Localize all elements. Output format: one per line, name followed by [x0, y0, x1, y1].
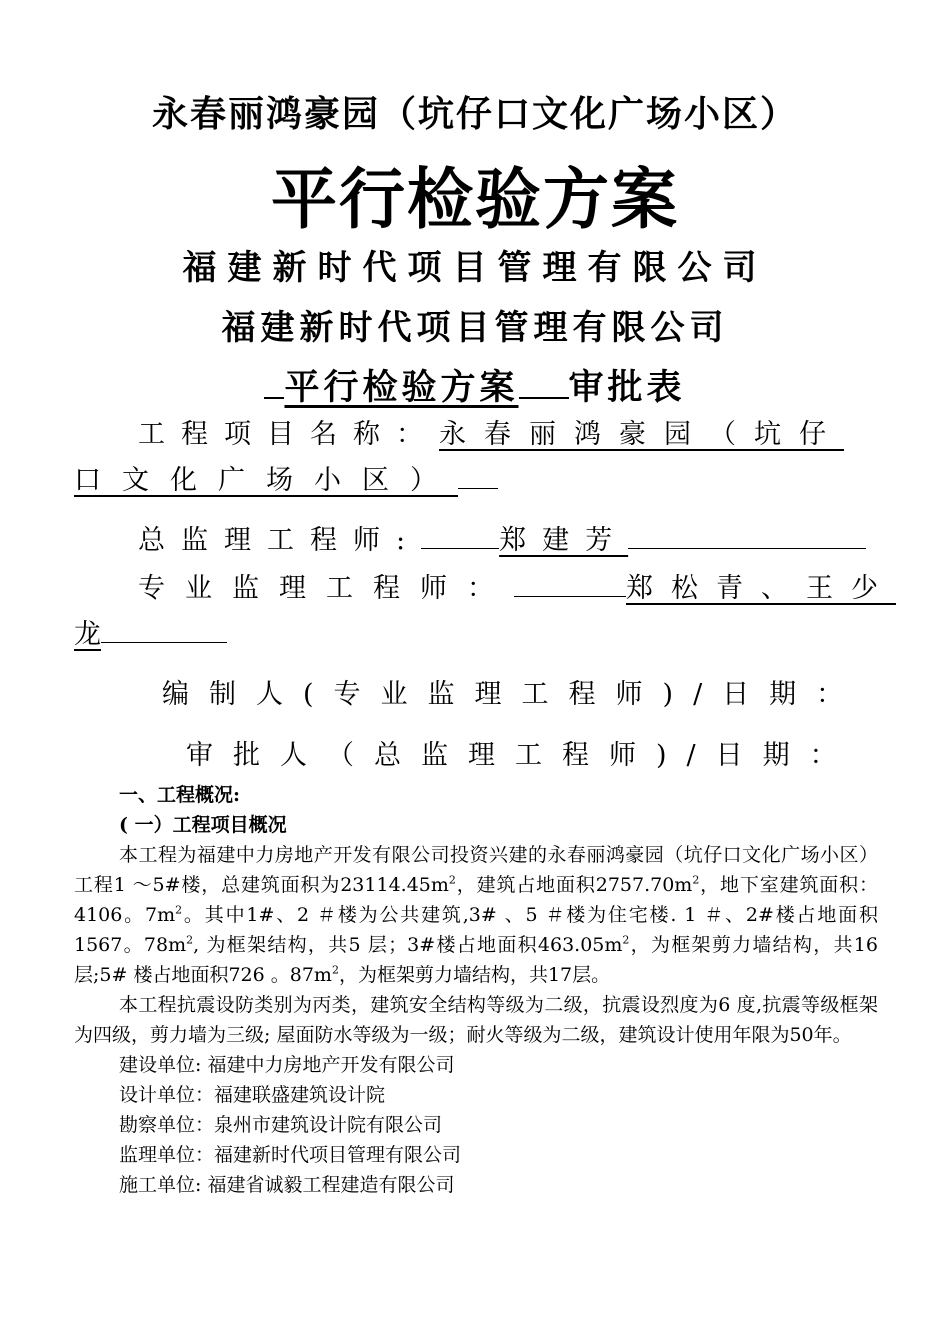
section-heading: 一、工程概况: [119, 784, 241, 806]
chief-engineer-label: 总监理工程师: [138, 525, 422, 556]
specialist-engineer-value-cont: 龙 [74, 619, 101, 650]
project-name-row-cont [74, 458, 878, 497]
unit-design: 设计单位：福建联盛建筑设计院 [119, 1084, 386, 1106]
approver-date-label: 审批人（总监理工程师)/日期： [186, 740, 857, 771]
project-name-label: 工程项目名称： [138, 419, 439, 450]
specialist-engineer-row [74, 566, 896, 605]
seismic-paragraph: 本工程抗震设防类别为丙类，建筑安全结构等级为二级，抗震设烈度为6 度,抗震等级框架为四级，剪力墙为三级; 屋面防水等级为一级；耐火等级为二级，建筑设计使用年限为50年。 [74, 994, 878, 1046]
unit-supervision: 监理单位：福建新时代项目管理有限公司 [119, 1144, 462, 1166]
project-name-row [74, 412, 878, 451]
subsection-heading: ( 一）工程项目概况 [119, 814, 287, 836]
underline-pad [519, 396, 569, 399]
main-title: 平行检验方案 [271, 160, 679, 238]
approval-table-title [0, 360, 950, 410]
specialist-engineer-row-cont [74, 612, 878, 651]
unit-survey: 勘察单位：泉州市建筑设计院有限公司 [119, 1114, 443, 1136]
overview-paragraph: 本工程为福建中力房地产开发有限公司投资兴建的永春丽鸿豪园（坑仔口文化广场小区）工程1 ～5#楼，总建筑面积为$23114.45m^2$，建筑占地面积$2757.70m^2$，地下室建筑面积：4106。$7m^2$。其中1#、2 ＃楼为公共建筑,3# 、5 ＃楼为住宅楼. 1 ＃、2#楼占地面积1567。$78m^2$, 为框架结构，共5 层；3#楼占地面积$463.05m^2$，为框架剪力墙结构，共16层;5# 楼占地面积726 。$87m^2$，为框架剪力墙结构，共17层。 [74, 844, 879, 986]
approver-row [74, 733, 878, 772]
chief-engineer-value: 郑建芳 [499, 525, 629, 556]
approval-title-underlined: 平行检验方案 [284, 367, 519, 408]
compiler-date-label: 编制人(专业监理工程师)/日期： [162, 679, 864, 710]
unit-construction: 建设单位: 福建中力房地产开发有限公司 [119, 1054, 455, 1076]
project-name-value-cont: 口文化广场小区） [74, 465, 458, 496]
chief-engineer-row [74, 518, 878, 557]
underline-pad [264, 396, 284, 399]
project-subtitle: 永春丽鸿豪园（坑仔口文化广场小区） [151, 93, 798, 135]
compiler-row [74, 672, 878, 711]
project-name-value: 永春丽鸿豪园（坑仔 [439, 419, 844, 450]
company-name-line1: 福建新时代项目管理有限公司 [182, 248, 768, 288]
unit-contractor: 施工单位: 福建省诚毅工程建造有限公司 [119, 1174, 455, 1196]
company-name-line2: 福建新时代项目管理有限公司 [221, 308, 729, 348]
approval-title-suffix: 审批表 [568, 367, 686, 408]
project-overview-body [74, 780, 878, 1200]
specialist-engineer-value: 郑松青、王少 [626, 573, 896, 604]
specialist-engineer-label: 专业监理工程师： [138, 573, 514, 604]
